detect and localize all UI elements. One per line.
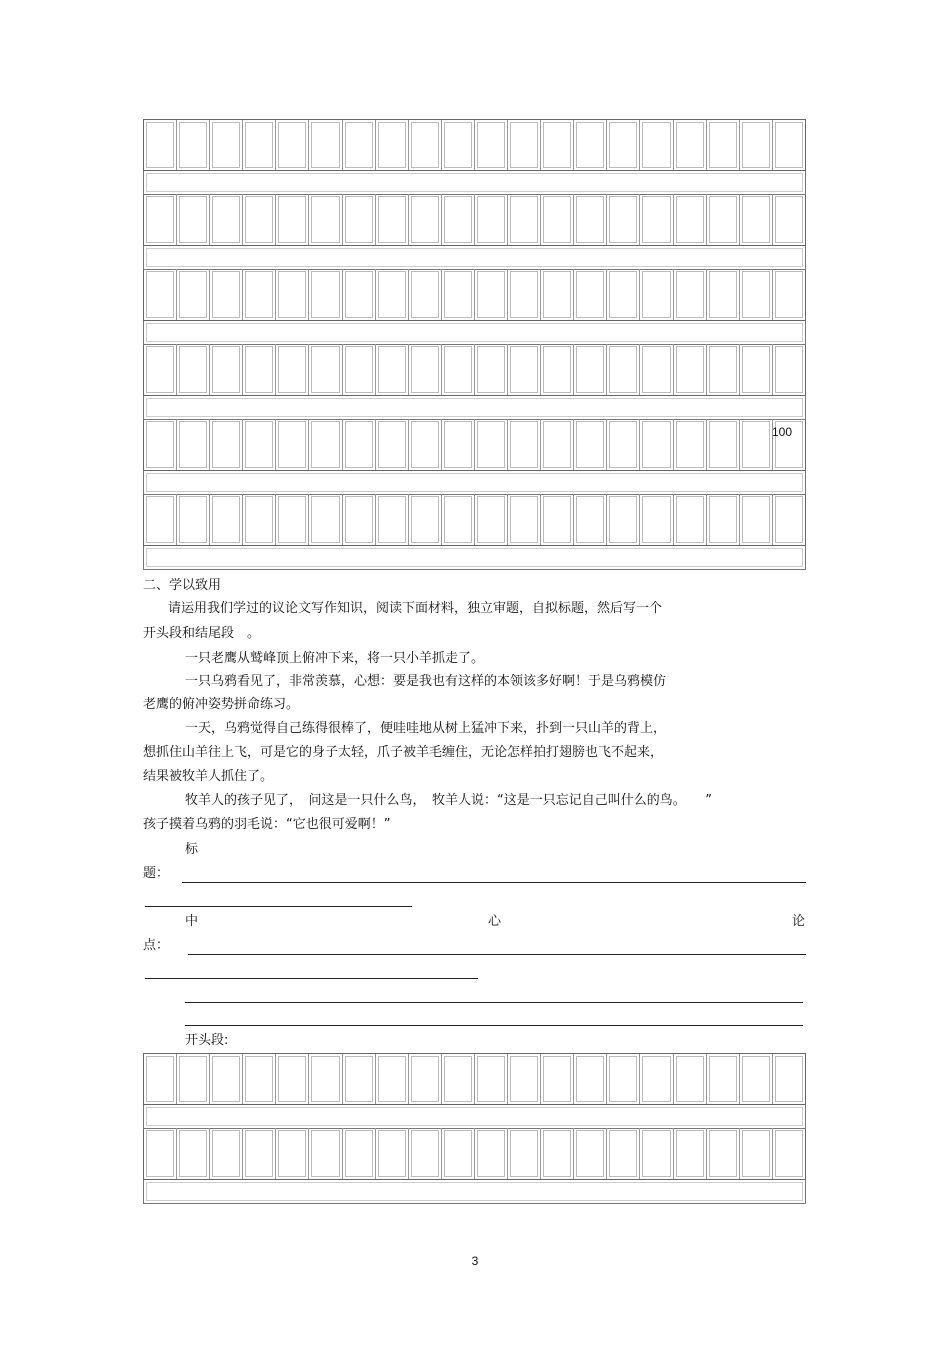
- title-answer-line-2[interactable]: [145, 906, 412, 907]
- grid-cell[interactable]: [674, 1054, 707, 1104]
- grid-cell[interactable]: [475, 419, 508, 470]
- paragraph-line: 结果被牧羊人抓住了。: [143, 769, 274, 784]
- grid-cell[interactable]: [376, 1128, 409, 1179]
- grid-cell[interactable]: [243, 1128, 276, 1179]
- grid-cell[interactable]: [607, 120, 640, 170]
- grid-cell[interactable]: [508, 120, 541, 170]
- grid-cell[interactable]: [309, 1128, 342, 1179]
- grid-cell[interactable]: [607, 419, 640, 470]
- grid-cell[interactable]: [740, 1054, 773, 1104]
- grid-cell[interactable]: [541, 344, 574, 395]
- grid-cell[interactable]: [177, 269, 210, 320]
- grid-cell[interactable]: [640, 494, 673, 545]
- thesis-answer-line-2[interactable]: [145, 978, 478, 979]
- grid-cell[interactable]: [243, 494, 276, 545]
- grid-row-spacer: [143, 171, 806, 195]
- page-number: 3: [471, 1254, 479, 1268]
- grid-cell[interactable]: [243, 419, 276, 470]
- grid-cell[interactable]: [707, 269, 740, 320]
- grid-cell[interactable]: [210, 494, 243, 545]
- grid-cell[interactable]: [541, 120, 574, 170]
- grid-cell[interactable]: [276, 269, 309, 320]
- grid-cell[interactable]: [243, 269, 276, 320]
- grid-cell[interactable]: [276, 1054, 309, 1104]
- grid-cell[interactable]: [276, 120, 309, 170]
- grid-cell[interactable]: [508, 419, 541, 470]
- grid-cell[interactable]: [343, 494, 376, 545]
- grid-row: [143, 419, 806, 471]
- grid-cell[interactable]: [343, 1128, 376, 1179]
- grid-cell[interactable]: [475, 494, 508, 545]
- instruction-line-2: 开头段和结尾段 。: [143, 626, 261, 641]
- grid-cell[interactable]: [276, 419, 309, 470]
- grid-cell[interactable]: [376, 120, 409, 170]
- grid-cell[interactable]: [409, 1128, 442, 1179]
- grid-cell[interactable]: [740, 120, 773, 170]
- grid-cell[interactable]: [475, 1128, 508, 1179]
- grid-cell[interactable]: [376, 194, 409, 245]
- grid-cell[interactable]: [177, 1054, 210, 1104]
- grid-row: [143, 344, 806, 396]
- grid-cell[interactable]: [740, 344, 773, 395]
- grid-cell[interactable]: [740, 419, 773, 470]
- grid-cell[interactable]: [574, 419, 607, 470]
- grid-cell[interactable]: [740, 194, 773, 245]
- grid-cell[interactable]: [640, 269, 673, 320]
- grid-cell[interactable]: [276, 1128, 309, 1179]
- grid-cell[interactable]: [177, 344, 210, 395]
- grid-cell[interactable]: [541, 1054, 574, 1104]
- grid-cell[interactable]: [640, 120, 673, 170]
- grid-row: [143, 194, 806, 246]
- section-heading: 二、学以致用: [143, 578, 222, 593]
- instruction-line-1: 请运用我们学过的议论文写作知识，阅读下面材料，独立审题，自拟标题，然后写一个: [168, 601, 663, 616]
- grid-cell[interactable]: [607, 344, 640, 395]
- grid-cell[interactable]: [674, 494, 707, 545]
- grid-cell[interactable]: [773, 494, 805, 545]
- grid-cell[interactable]: [144, 120, 177, 170]
- grid-cell[interactable]: [442, 494, 475, 545]
- grid-row: [143, 494, 806, 546]
- grid-cell[interactable]: [574, 269, 607, 320]
- grid-cell[interactable]: [442, 344, 475, 395]
- grid-cell[interactable]: [144, 1128, 177, 1179]
- grid-cell[interactable]: [508, 194, 541, 245]
- grid-cell[interactable]: [707, 1128, 740, 1179]
- grid-cell[interactable]: [343, 269, 376, 320]
- grid-cell[interactable]: [508, 269, 541, 320]
- grid-cell[interactable]: [574, 194, 607, 245]
- grid-cell[interactable]: [707, 1054, 740, 1104]
- thesis-answer-line-3[interactable]: [185, 1002, 803, 1003]
- grid-cell[interactable]: [442, 1054, 475, 1104]
- grid-cell[interactable]: [309, 120, 342, 170]
- paragraph-line: 一天，乌鸦觉得自己练得很棒了，便哇哇地从树上猛冲下来，扑到一只山羊的背上，: [185, 721, 667, 736]
- grid-cell[interactable]: [574, 494, 607, 545]
- grid-cell[interactable]: [574, 1128, 607, 1179]
- grid-cell[interactable]: [640, 344, 673, 395]
- grid-cell[interactable]: [442, 419, 475, 470]
- grid-cell[interactable]: [276, 194, 309, 245]
- grid-cell[interactable]: [475, 1054, 508, 1104]
- grid-cell[interactable]: [707, 494, 740, 545]
- grid-row: [143, 119, 806, 171]
- grid-cell[interactable]: [607, 1054, 640, 1104]
- grid-cell[interactable]: [475, 120, 508, 170]
- grid-cell[interactable]: [574, 120, 607, 170]
- grid-cell[interactable]: [707, 419, 740, 470]
- word-count-marker: 100: [772, 425, 793, 439]
- grid-cell[interactable]: [144, 494, 177, 545]
- grid-cell[interactable]: [376, 344, 409, 395]
- grid-cell[interactable]: [674, 194, 707, 245]
- grid-cell[interactable]: [144, 269, 177, 320]
- grid-cell[interactable]: [607, 494, 640, 545]
- grid-cell[interactable]: [541, 494, 574, 545]
- grid-row-spacer: [143, 1180, 806, 1204]
- grid-row-spacer: [143, 246, 806, 270]
- grid-cell[interactable]: [177, 1128, 210, 1179]
- grid-cell[interactable]: [309, 494, 342, 545]
- grid-cell[interactable]: [376, 1054, 409, 1104]
- grid-cell[interactable]: [177, 194, 210, 245]
- title-label-char: 标: [185, 842, 199, 857]
- grid-cell[interactable]: [574, 344, 607, 395]
- grid-cell[interactable]: [409, 194, 442, 245]
- grid-cell[interactable]: [210, 1128, 243, 1179]
- grid-cell[interactable]: [707, 120, 740, 170]
- grid-cell[interactable]: [343, 1054, 376, 1104]
- grid-cell[interactable]: [309, 1054, 342, 1104]
- grid-cell[interactable]: [475, 194, 508, 245]
- grid-cell[interactable]: [343, 419, 376, 470]
- thesis-label: 点：: [143, 938, 170, 953]
- grid-cell[interactable]: [475, 269, 508, 320]
- grid-cell[interactable]: [773, 1054, 805, 1104]
- thesis-label-char: 心: [488, 914, 502, 929]
- grid-cell[interactable]: [541, 1128, 574, 1179]
- grid-cell[interactable]: [541, 194, 574, 245]
- grid-cell[interactable]: [309, 344, 342, 395]
- grid-cell[interactable]: [177, 419, 210, 470]
- title-answer-line[interactable]: [182, 882, 806, 883]
- grid-cell[interactable]: [442, 1128, 475, 1179]
- paragraph-line: 一只乌鸦看见了，非常羡慕，心想：要是我也有这样的本领该多好啊！于是乌鸦模仿: [185, 674, 667, 689]
- grid-row: [143, 1128, 806, 1180]
- grid-cell[interactable]: [640, 194, 673, 245]
- thesis-answer-line[interactable]: [188, 954, 806, 955]
- grid-cell[interactable]: [640, 1128, 673, 1179]
- grid-cell[interactable]: [607, 194, 640, 245]
- grid-cell[interactable]: [740, 269, 773, 320]
- grid-cell[interactable]: [243, 344, 276, 395]
- grid-cell[interactable]: [409, 269, 442, 320]
- grid-cell[interactable]: [409, 1054, 442, 1104]
- grid-cell[interactable]: [210, 1054, 243, 1104]
- grid-cell[interactable]: [607, 1128, 640, 1179]
- opening-paragraph-label: 开头段:: [185, 1033, 229, 1048]
- grid-row-spacer: [143, 546, 806, 570]
- grid-cell[interactable]: [541, 419, 574, 470]
- grid-cell[interactable]: [640, 419, 673, 470]
- grid-cell[interactable]: [276, 344, 309, 395]
- paragraph-line: 想抓住山羊往上飞，可是它的身子太轻，爪子被羊毛缠住，无论怎样拍打翅膀也飞不起来，: [143, 745, 664, 760]
- grid-cell[interactable]: [343, 120, 376, 170]
- grid-cell[interactable]: [343, 344, 376, 395]
- grid-cell[interactable]: [541, 269, 574, 320]
- grid-cell[interactable]: [707, 344, 740, 395]
- paragraph-line: 老鹰的俯冲姿势拼命练习。: [143, 697, 300, 712]
- grid-cell[interactable]: [210, 344, 243, 395]
- grid-cell[interactable]: [309, 194, 342, 245]
- grid-cell[interactable]: [674, 344, 707, 395]
- grid-cell[interactable]: [376, 419, 409, 470]
- grid-cell[interactable]: [740, 1128, 773, 1179]
- grid-cell[interactable]: [177, 120, 210, 170]
- grid-cell[interactable]: [508, 1054, 541, 1104]
- grid-row-spacer: [143, 396, 806, 420]
- grid-cell[interactable]: [144, 194, 177, 245]
- grid-cell[interactable]: [508, 1128, 541, 1179]
- grid-cell[interactable]: [144, 344, 177, 395]
- grid-cell[interactable]: [674, 419, 707, 470]
- grid-cell[interactable]: [376, 494, 409, 545]
- thesis-answer-line-4[interactable]: [185, 1025, 803, 1026]
- grid-cell[interactable]: [707, 194, 740, 245]
- grid-cell[interactable]: [508, 494, 541, 545]
- grid-cell[interactable]: [144, 419, 177, 470]
- writing-grid-opening: [143, 1053, 806, 1203]
- thesis-label-char: 论: [792, 914, 806, 929]
- grid-row-spacer: [143, 321, 806, 345]
- grid-cell[interactable]: [773, 120, 805, 170]
- grid-cell[interactable]: [177, 494, 210, 545]
- paragraph-line: 牧羊人的孩子见了， 问这是一只什么鸟， 牧羊人说：“这是一只忘记自己叫什么的鸟。 ”: [185, 793, 712, 808]
- grid-cell[interactable]: [674, 1128, 707, 1179]
- grid-cell[interactable]: [210, 194, 243, 245]
- grid-cell[interactable]: [773, 344, 805, 395]
- grid-cell[interactable]: [376, 269, 409, 320]
- grid-cell[interactable]: [640, 1054, 673, 1104]
- paragraph-line: 孩子摸着乌鸦的羽毛说：“它也很可爱啊！”: [143, 817, 391, 832]
- grid-cell[interactable]: [276, 494, 309, 545]
- grid-cell[interactable]: [243, 1054, 276, 1104]
- grid-cell[interactable]: [773, 194, 805, 245]
- grid-cell[interactable]: [442, 269, 475, 320]
- title-label: 题：: [143, 866, 170, 881]
- grid-cell[interactable]: [442, 194, 475, 245]
- grid-cell[interactable]: [343, 194, 376, 245]
- grid-cell[interactable]: [210, 419, 243, 470]
- grid-cell[interactable]: [243, 120, 276, 170]
- grid-row: [143, 269, 806, 321]
- grid-row: [143, 1053, 806, 1105]
- grid-cell[interactable]: [674, 269, 707, 320]
- grid-cell[interactable]: [740, 494, 773, 545]
- grid-cell[interactable]: [475, 344, 508, 395]
- grid-cell[interactable]: [409, 494, 442, 545]
- grid-cell[interactable]: [773, 1128, 805, 1179]
- grid-cell[interactable]: [309, 419, 342, 470]
- grid-cell[interactable]: [508, 344, 541, 395]
- grid-cell[interactable]: [409, 419, 442, 470]
- grid-cell[interactable]: [409, 120, 442, 170]
- thesis-label-char: 中: [185, 914, 199, 929]
- grid-cell[interactable]: [243, 194, 276, 245]
- grid-cell[interactable]: [309, 269, 342, 320]
- paragraph-line: 一只老鹰从鹫峰顶上俯冲下来，将一只小羊抓走了。: [185, 651, 485, 666]
- grid-cell[interactable]: [409, 344, 442, 395]
- grid-cell[interactable]: [210, 269, 243, 320]
- grid-cell[interactable]: [773, 269, 805, 320]
- writing-grid-top: [143, 119, 806, 569]
- grid-row-spacer: [143, 471, 806, 495]
- grid-cell[interactable]: [674, 120, 707, 170]
- grid-cell[interactable]: [442, 120, 475, 170]
- grid-cell[interactable]: [574, 1054, 607, 1104]
- grid-cell[interactable]: [144, 1054, 177, 1104]
- grid-row-spacer: [143, 1105, 806, 1129]
- grid-cell[interactable]: [607, 269, 640, 320]
- grid-cell[interactable]: [210, 120, 243, 170]
